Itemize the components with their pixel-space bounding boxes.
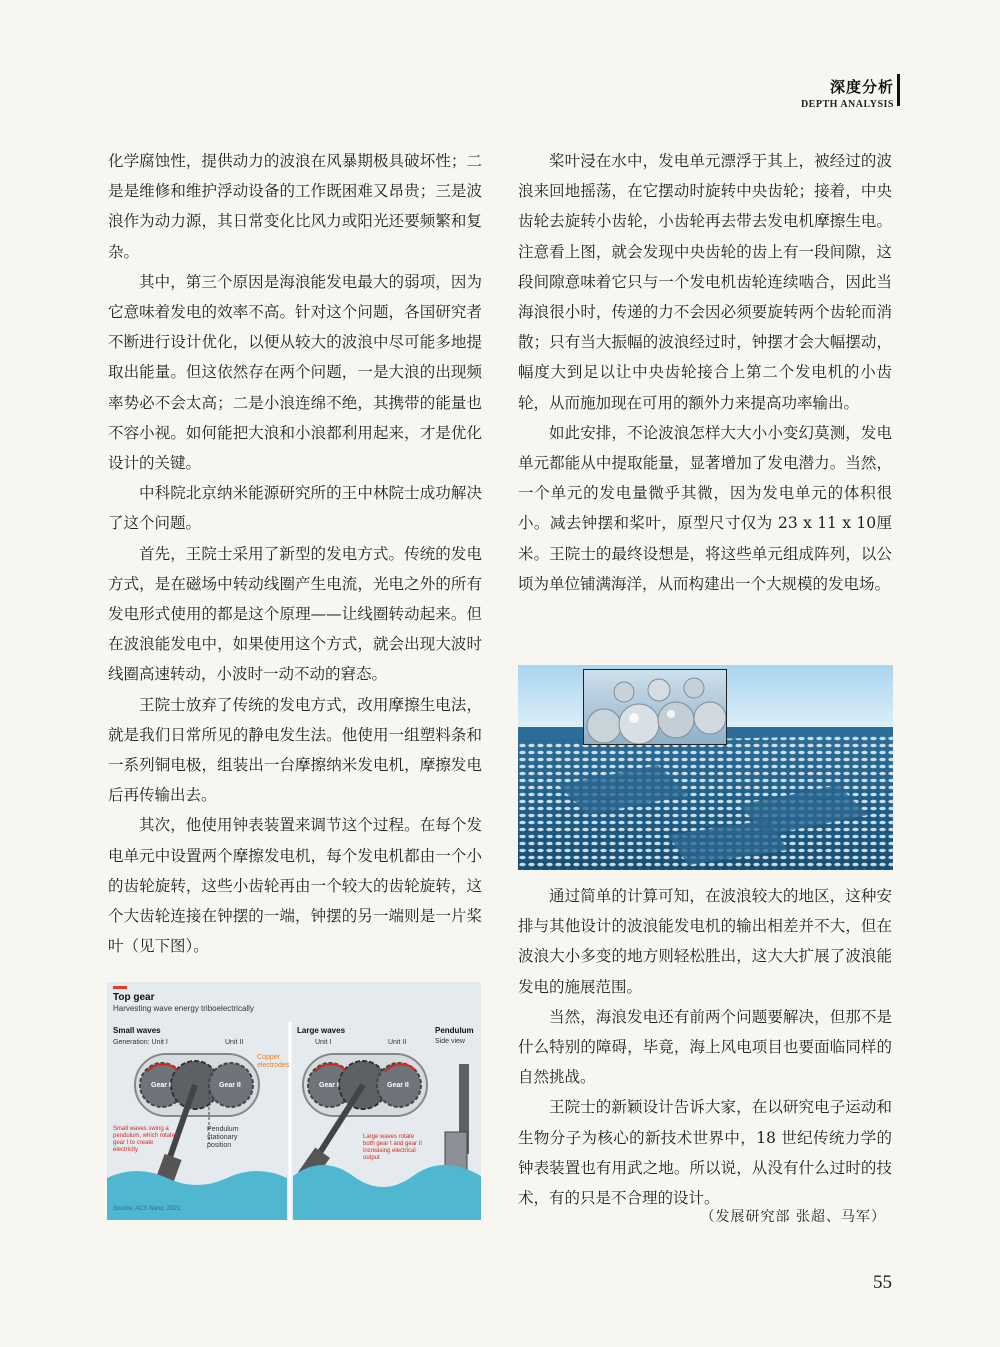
sea-array-photo xyxy=(518,665,893,870)
figure-subtitle: Harvesting wave energy triboelectrically xyxy=(113,1004,254,1013)
paragraph: 王院士的新颖设计告诉大家，在以研究电子运动和生物分子为核心的新技术世界中，18 世纪传统力学的钟表装置也有用武之地。所以说，从没有什么过时的技术，有的只是不合理的设计。 xyxy=(518,1098,892,1208)
paragraph: 桨叶浸在水中，发电单元漂浮于其上，被经过的波浪来回地摇荡，在它摆动时旋转中央齿轮；接着，中央齿轮去旋转小齿轮，小齿轮再去带去发电机摩擦生电。注意看上图，就会发现中央齿轮的齿上有一段间隙，这段间隙意味着它只与一个发电机齿轮连续啮合，因此当海浪很小时，传递的力不会因必须要旋转两个齿轮而消散；只有当大振幅的波浪经过时，钟摆才会大幅摆动，幅度大到足以让中央齿轮接合上第二个发电机的小齿轮，从而施加现在可用的额外力来提高功率输出。 xyxy=(518,152,892,412)
inset-sphere-closeup xyxy=(583,669,727,745)
paragraph: 化学腐蚀性，提供动力的波浪在风暴期极具破坏性；二是是维修和维护浮动设备的工作既困难又昂贵；三是波浪作为动力源，其日常变化比风力或阳光还要频繁和复杂。 xyxy=(108,152,482,261)
page-number: 55 xyxy=(873,1272,892,1293)
paragraph: 中科院北京纳米能源研究所的王中林院士成功解决了这个问题。 xyxy=(108,484,482,533)
label-gear1-large: Gear I xyxy=(319,1082,339,1089)
header-rule xyxy=(897,74,900,106)
label-unit1-large: Unit I xyxy=(315,1039,332,1046)
figure-source: Source: ACS Nano, 2021 xyxy=(113,1206,181,1212)
label-gear2-small: Gear II xyxy=(219,1082,241,1089)
caption-small-waves: Small waves swing a pendulum, which rotates gear I to create electricity xyxy=(113,1126,179,1153)
label-large-waves: Large waves xyxy=(297,1026,346,1035)
figure-title: Top gear xyxy=(113,992,155,1003)
label-unit2-small: Unit II xyxy=(225,1039,244,1046)
paragraph: 如此安排，不论波浪怎样大大小小变幻莫测，发电单元都能从中提取能量，显著增加了发电潜力。当然，一个单元的发电量微乎其微，因为发电单元的体积很小。减去钟摆和桨叶，原型尺寸仅为 23 x 11 x 10厘米。王院士的最终设想是，将这些单元组成阵列，以公顷为单位铺满海洋，从而构建出一个大规模的发电场。 xyxy=(518,423,892,593)
label-gear1-small: Gear I xyxy=(151,1082,171,1089)
label-generation-unit1: Generation: Unit I xyxy=(113,1039,168,1046)
byline: （发展研究部 张超、马军） xyxy=(700,1209,886,1225)
gear-diagram-figure xyxy=(107,982,481,1220)
paragraph: 通过简单的计算可知，在波浪较大的地区，这种安排与其他设计的波浪能发电机的输出相差并不大，但在波浪大小多变的地方则轻松胜出，这大大扩展了波浪能发电的施展范围。 xyxy=(518,887,892,996)
paragraph: 其次，他使用钟表装置来调节这个过程。在每个发电单元中设置两个摩擦发电机，每个发电机都由一个小的齿轮旋转，这些小齿轮再由一个较大的齿轮旋转，这个大齿轮连接在钟摆的一端，钟摆的另一端则是一片桨叶（见下图）。 xyxy=(108,816,482,956)
section-header xyxy=(801,76,894,110)
section-title-en: DEPTH ANALYSIS xyxy=(800,99,894,110)
label-pendulum: Pendulum xyxy=(435,1026,474,1035)
paragraph: 当然，海浪发电还有前两个问题要解决，但那不是什么特别的障碍，毕竟，海上风电项目也要面临同样的自然挑战。 xyxy=(518,1007,892,1087)
paragraph: 其中，第三个原因是海浪能发电最大的弱项，因为它意味着发电的效率不高。针对这个问题，各国研究者不断进行设计优化，以便从较大的波浪中尽可能多地提取出能量。但这依然存在两个问题，一是大浪的出现频率势必不会太高；二是小浪连绵不绝，其携带的能量也不容小视。如何能把大浪和小浪都利用起来，才是优化设计的关键。 xyxy=(108,272,482,473)
paragraph: 首先，王院士采用了新型的发电方式。传统的发电方式，是在磁场中转动线圈产生电流，光电之外的所有发电形式使用的都是这个原理——让线圈转动起来。但在波浪能发电中，如果使用这个方式，就会出现大波时线圈高速转动，小波时一动不动的窘态。 xyxy=(108,544,482,684)
label-small-waves: Small waves xyxy=(113,1026,161,1035)
label-unit2-large: Unit II xyxy=(388,1039,407,1046)
right-column xyxy=(518,146,892,599)
label-copper-electrodes: Copper electrodes xyxy=(257,1054,290,1069)
paragraph: 王院士放弃了传统的发电方式，改用摩擦生电法，就是我们日常所见的静电发生法。他使用一组塑料条和一系列铜电极，组装出一台摩擦纳米发电机，摩擦发电后再传输出去。 xyxy=(108,695,482,805)
section-title-cn: 深度分析 xyxy=(829,78,894,96)
left-column xyxy=(108,146,482,961)
gear-diagram-svg xyxy=(107,982,481,1220)
caption-pendulum-stationary: Pendulum stationary position xyxy=(207,1126,239,1149)
label-gear2-large: Gear II xyxy=(387,1082,409,1089)
right-column-lower xyxy=(518,881,892,1213)
caption-large-waves: Large waves rotate both gear I and gear II increasing electrical output xyxy=(363,1134,423,1161)
label-side-view: Side view xyxy=(435,1038,465,1045)
